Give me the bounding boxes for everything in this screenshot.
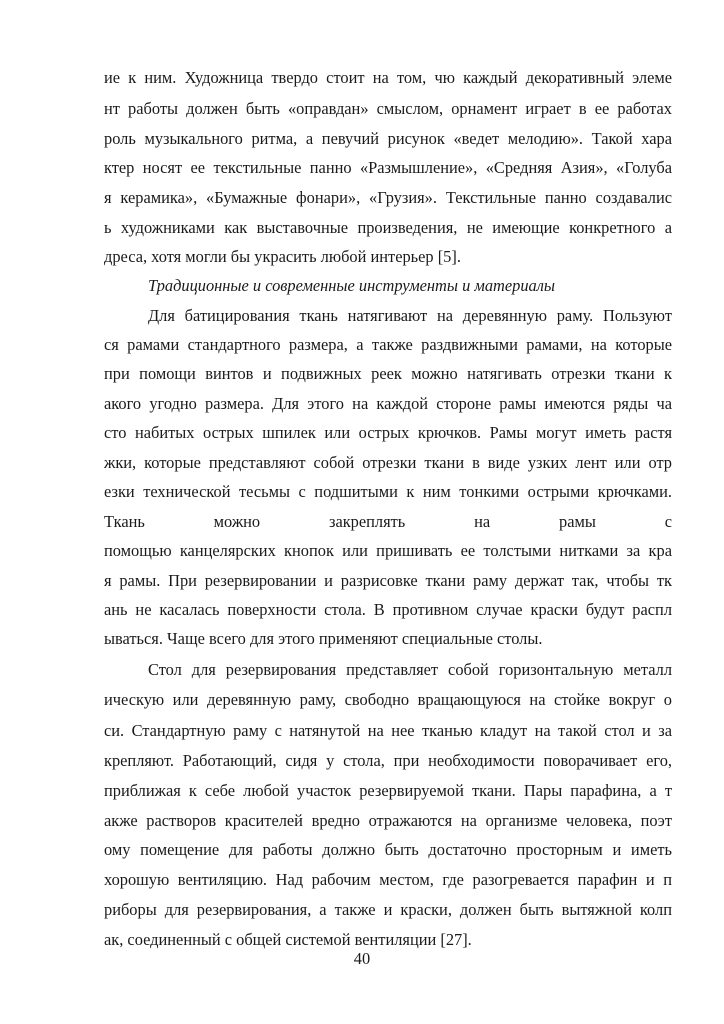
text-line: помощью канцелярских кнопок или пришивать ее толстыми нитками за кра [104,541,672,560]
text-line: Стол для резервирования представляет собой горизонтальную металл [148,660,672,679]
text-line: жки, которые представляют собой отрезки ткани в виде узких лент или отр [104,453,672,472]
text-line: при помощи винтов и подвижных реек можно натягивать отрезки ткани к [104,364,672,383]
text-line: роль музыкального ритма, а певучий рисунок «ведет мелодию». Такой хара [104,129,672,148]
text-line: акже растворов красителей вредно отражаются на организме человека, поэт [104,811,672,830]
text-line: ь художниками как выставочные произведения, не имеющие конкретного а [104,218,672,237]
text-line: ак, соединенный с общей системой вентиляции [27]. [104,930,472,949]
text-line: ся рамами стандартного размера, а также раздвижными рамами, на которые [104,335,672,354]
text-line: ическую или деревянную раму, свободно вращающуюся на стойке вокруг о [104,690,672,709]
text-line: сто набитых острых шпилек или острых крючков. Рамы могут иметь растя [104,423,672,442]
text-line: си. Стандартную раму с натянутой на нее тканью кладут на такой стол и за [104,721,672,740]
text-line: ктер носят ее текстильные панно «Размышление», «Средняя Азия», «Голуба [104,158,672,177]
text-line: хорошую вентиляцию. Над рабочим местом, где разогревается парафин и п [104,870,672,889]
text-line: дреса, хотя могли бы украсить любой интерьер [5]. [104,247,461,266]
text-line: Для батицирования ткань натягивают на деревянную раму. Пользуют [148,306,672,325]
text-line: крепляют. Работающий, сидя у стола, при необходимости поворачивает его, [104,751,672,770]
text-line: ие к ним. Художница твердо стоит на том, чю каждый декоративный элеме [104,68,672,87]
text-line: я керамика», «Бумажные фонари», «Грузия». Текстильные панно создавалис [104,188,672,207]
text-line: ань не касалась поверхности стола. В противном случае краски будут распл [104,600,672,619]
text-line: риборы для резервирования, а также и краски, должен быть вытяжной колп [104,900,672,919]
text-line: нт работы должен быть «оправдан» смыслом, орнамент играет в ее работах [104,99,672,118]
text-line: ому помещение для работы должно быть достаточно просторным и иметь [104,840,672,859]
page-number: 40 [353,949,371,968]
text-line: акого угодно размера. Для этого на каждой стороне рамы имеются ряды ча [104,394,672,413]
section-heading: Традиционные и современные инструменты и материалы [148,276,555,295]
text-line: Ткань можно закреплять на рамы с [104,512,672,531]
text-line: езки технической тесьмы с подшитыми к ним тонкими острыми крючками. [104,482,672,501]
text-line: приближая к себе любой участок резервируемой ткани. Пары парафина, а т [104,781,672,800]
text-line: ываться. Чаще всего для этого применяют специальные столы. [104,629,543,648]
text-line: я рамы. При резервировании и разрисовке ткани раму держат так, чтобы тк [104,571,672,590]
